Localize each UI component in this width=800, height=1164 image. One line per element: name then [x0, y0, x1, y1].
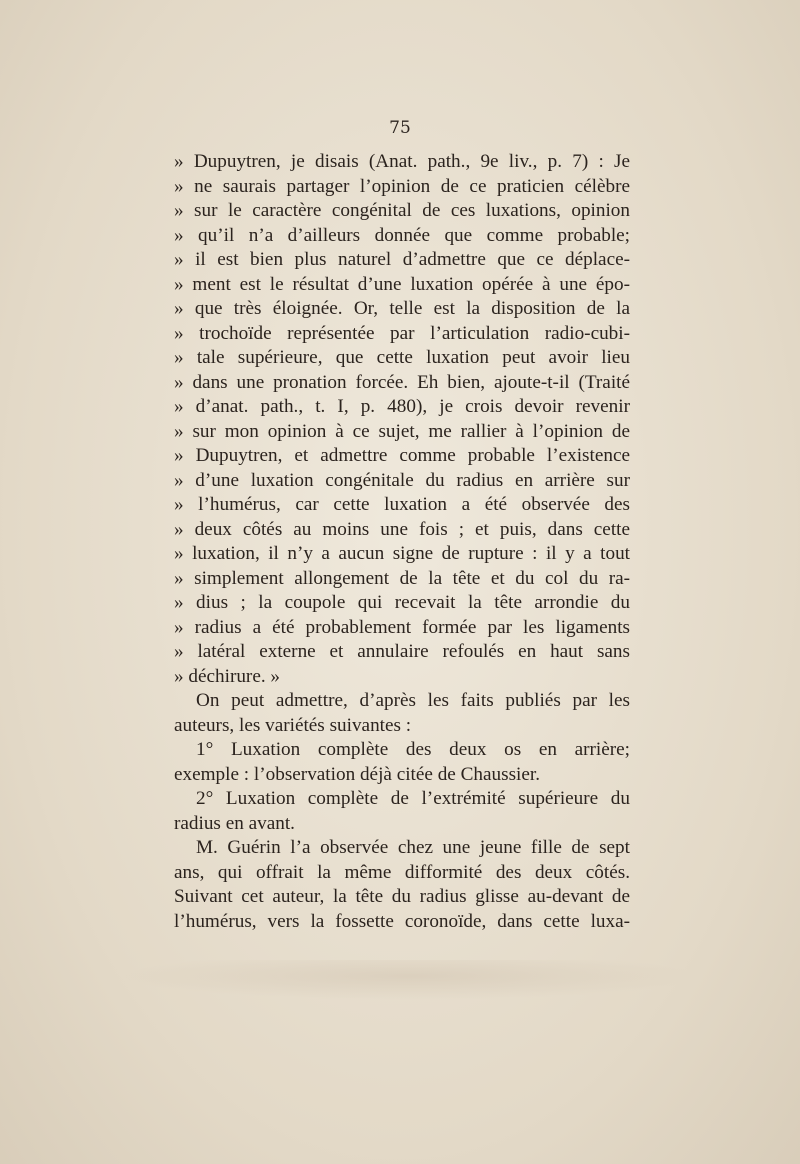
text-line: » luxation, il n’y a aucun signe de rupture : il y a tout [174, 543, 630, 564]
text-line: radius en avant. [174, 812, 295, 834]
text-line: » déchirure. » [174, 665, 281, 687]
text-line: » d’anat. path., t. I, p. 480), je crois devoir revenir [174, 396, 630, 417]
text-line: Suivant cet auteur, la tête du radius glisse au-devant de [174, 886, 630, 907]
text-line: » il est bien plus naturel d’admettre que ce déplace- [174, 249, 630, 270]
text-line: M. Guérin l’a observée chez une jeune fille de sept [196, 837, 630, 858]
text-line: ans, qui offrait la même difformité des deux côtés. [174, 861, 630, 883]
text-line: » deux côtés au moins une fois ; et puis, dans cette [174, 518, 630, 540]
text-line: » radius a été probablement formée par les ligaments [174, 616, 630, 638]
text-line: » Dupuytren, je disais (Anat. path., 9e liv., p. 7) : Je [174, 151, 630, 172]
text-line: auteurs, les variétés suivantes : [174, 714, 412, 736]
text-line: » sur mon opinion à ce sujet, me rallier à l’opinion de [174, 420, 630, 442]
text-line: » dans une pronation forcée. Eh bien, ajoute-t-il (Traité [174, 371, 630, 393]
text-line: » d’une luxation congénitale du radius en arrière sur [174, 469, 630, 491]
text-line: » tale supérieure, que cette luxation peut avoir lieu [174, 347, 630, 368]
text-line: 2° Luxation complète de l’extrémité supérieure du [196, 788, 630, 809]
text-line: l’humérus, vers la fossette coronoïde, dans cette luxa- [174, 910, 630, 932]
paper-stain [120, 960, 700, 1000]
text-line: » sur le caractère congénital de ces luxations, opinion [174, 200, 630, 221]
text-line: » latéral externe et annulaire refoulés en haut sans [174, 641, 630, 662]
text-line: On peut admettre, d’après les faits publiés par les [196, 690, 630, 711]
text-line: » simplement allongement de la tête et du col du ra- [174, 567, 630, 589]
text-line: exemple : l’observation déjà citée de Chaussier. [174, 763, 541, 785]
text-line: » que très éloignée. Or, telle est la disposition de la [174, 298, 630, 319]
text-line: » Dupuytren, et admettre comme probable l’existence [174, 445, 630, 466]
text-line: » ne saurais partager l’opinion de ce praticien célèbre [174, 175, 630, 197]
text-line: » l’humérus, car cette luxation a été observée des [174, 494, 630, 515]
text-line: 1° Luxation complète des deux os en arrière; [196, 739, 630, 760]
page-number: 75 [389, 118, 411, 138]
text-line: » ment est le résultat d’une luxation opérée à une épo- [174, 273, 630, 295]
body-text [174, 150, 630, 934]
text-line: » dius ; la coupole qui recevait la tête arrondie du [174, 592, 630, 613]
text-line: » trochoïde représentée par l’articulation radio-cubi- [174, 322, 630, 344]
text-line: » qu’il n’a d’ailleurs donnée que comme probable; [174, 224, 630, 246]
